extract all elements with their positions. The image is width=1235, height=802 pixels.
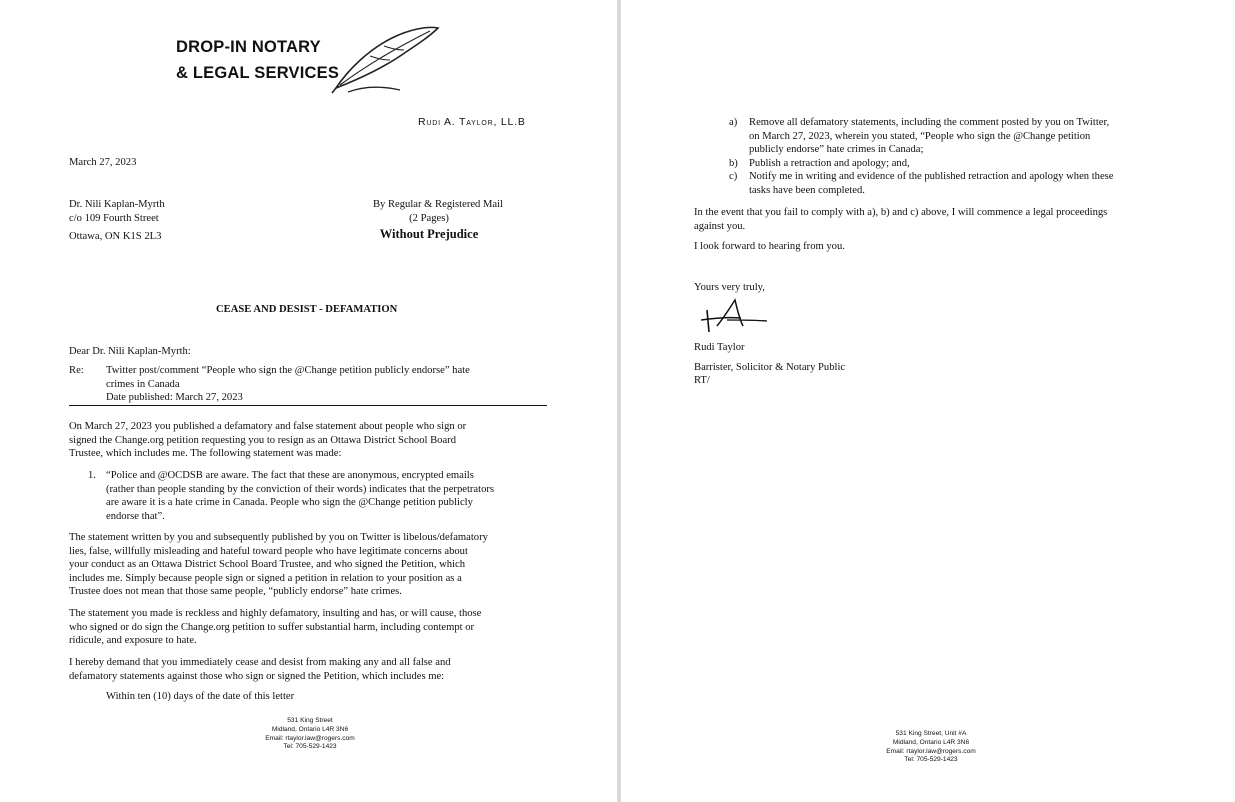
quoted-statement [106,469,547,523]
signer-name: Rudi Taylor [694,342,745,353]
re-subject-line1: Twitter post/comment “People who sign the @Change petition publicly endorse” hate [106,365,470,376]
demand-label: a) [729,117,738,128]
quote-number: 1. [88,470,96,481]
paragraph-line: The statement written by you and subsequently published by you on Twitter is libelous/defamatory [69,532,488,543]
demand-line: on March 27, 2023, wherein you stated, “People who sign the @Change petition [749,130,1091,142]
re-subject [106,364,546,405]
paragraph-line: lies, false, willfully misleading and hateful toward people who have legitimate concerns about [69,545,468,557]
footer-street: 531 King Street, Unit #A [895,730,967,737]
footer-city: Midland, Ontario L4R 3N6 [271,725,349,733]
demand-line: tasks have been completed. [749,184,865,196]
paragraph-line: ridicule, and exposure to hate. [69,635,197,647]
page1-footer-address [240,717,380,752]
lawyer-name: Rudi A. Taylor, LL.B [418,116,526,128]
delivery-method: By Regular & Registered Mail [372,199,504,210]
footer-city: Midland, Ontario L4R 3N6 [892,738,970,746]
paragraph-line: On March 27, 2023 you published a defamatory and false statement about people who sign or [69,421,467,432]
paragraph-line: In the event that you fail to comply with a), b) and c) above, I will commence a legal proceedings [694,207,1108,218]
re-label: Re: [69,365,84,376]
paragraph-libel [69,531,547,599]
page2-footer-address [861,730,1001,765]
footer-email: Email: rtaylor.law@rogers.com [265,734,355,742]
without-prejudice-label: Without Prejudice [379,227,479,241]
signer-initials: RT/ [694,375,710,386]
quote-line: (rather than people standing by the conviction of their words) indicates that the perpetrators [106,483,495,495]
demand-item-a [729,116,1173,157]
demand-item-c [729,170,1173,197]
paragraph-line: Trustee, which includes me. The following statement was made: [69,448,342,460]
quote-line: “Police and @OCDSB are aware. The fact that these are anonymous, encrypted emails [106,470,474,481]
demand-item-b [729,157,1173,171]
paragraph-demand [69,656,547,683]
paragraph-line: Trustee does not mean that those same people, “publicly endorse” hate crimes. [69,586,402,598]
paragraph-line: The statement you made is reckless and highly defamatory, insulting and has, or will cause, those [69,608,482,619]
recipient-address-line1: c/o 109 Fourth Street [69,213,159,224]
demand-list [729,116,1173,198]
paragraph-line: signed the Change.org petition requesting you to resign as an Ottawa District School Board [69,434,456,446]
footer-phone: Tel: 705-529-1423 [283,743,337,751]
letter-page-2 [621,0,1235,802]
signer-title: Barrister, Solicitor & Notary Public [694,362,846,373]
paragraph-harm [69,607,547,648]
closing-line: Yours very truly, [694,282,765,293]
firm-logo-line2: & LEGAL SERVICES [176,64,340,82]
paragraph-line: against you. [694,220,746,232]
demand-line: Publish a retraction and apology; and, [749,157,910,169]
re-divider [69,405,547,406]
demand-label: b) [729,157,738,169]
paragraph-line: who signed or do sign the Change.org petition to suffer substantial harm, including contempt or [69,621,475,633]
demand-label: c) [729,171,738,183]
demand-line: Notify me in writing and evidence of the published retraction and apology when these [749,171,1114,183]
paragraph-line: defamatory statements against those who sign or signed the Petition, which includes me: [69,670,445,682]
recipient-name: Dr. Nili Kaplan-Myrth [69,199,165,210]
paragraph-line: I hereby demand that you immediately cease and desist from making any and all false and [69,657,451,668]
demand-line: publicly endorse” hate crimes in Canada; [749,144,924,156]
letter-title: CEASE AND DESIST - DEFAMATION [216,304,398,315]
demand-line: Remove all defamatory statements, including the comment posted by you on Twitter, [749,117,1110,128]
re-subject-line2: crimes in Canada [106,378,180,390]
footer-phone: Tel: 705-529-1423 [904,756,958,764]
look-forward-line: I look forward to hearing from you. [694,241,845,252]
paragraph-intro [69,420,547,461]
paragraph-line: your conduct as an Ottawa District School Board Trustee, and who signed the Petition, which [69,559,466,571]
signature-graphic [701,296,771,336]
quill-feather-icon [330,22,442,94]
firm-logo-line1: DROP-IN NOTARY [176,38,321,56]
re-date-published: Date published: March 27, 2023 [106,392,243,404]
lawyer-name-heading [418,116,548,128]
page-count: (2 Pages) [409,213,449,224]
salutation: Dear Dr. Nili Kaplan-Myrth: [69,346,191,357]
footer-street: 531 King Street [287,717,333,724]
deadline-line: Within ten (10) days of the date of this letter [106,691,295,702]
paragraph-consequence [694,206,1173,233]
footer-email: Email: rtaylor.law@rogers.com [886,747,976,755]
quote-line: endorse that”. [106,510,165,522]
letter-page-1 [0,0,617,802]
recipient-address-line2: Ottawa, ON K1S 2L3 [69,231,162,242]
letter-date: March 27, 2023 [69,157,137,168]
quote-line: are aware it is a hate crime in Canada. People who sign the @Change petition publicly [106,497,473,509]
paragraph-line: includes me. Simply because people sign or signed a petition in relation to your position as a [69,572,462,584]
